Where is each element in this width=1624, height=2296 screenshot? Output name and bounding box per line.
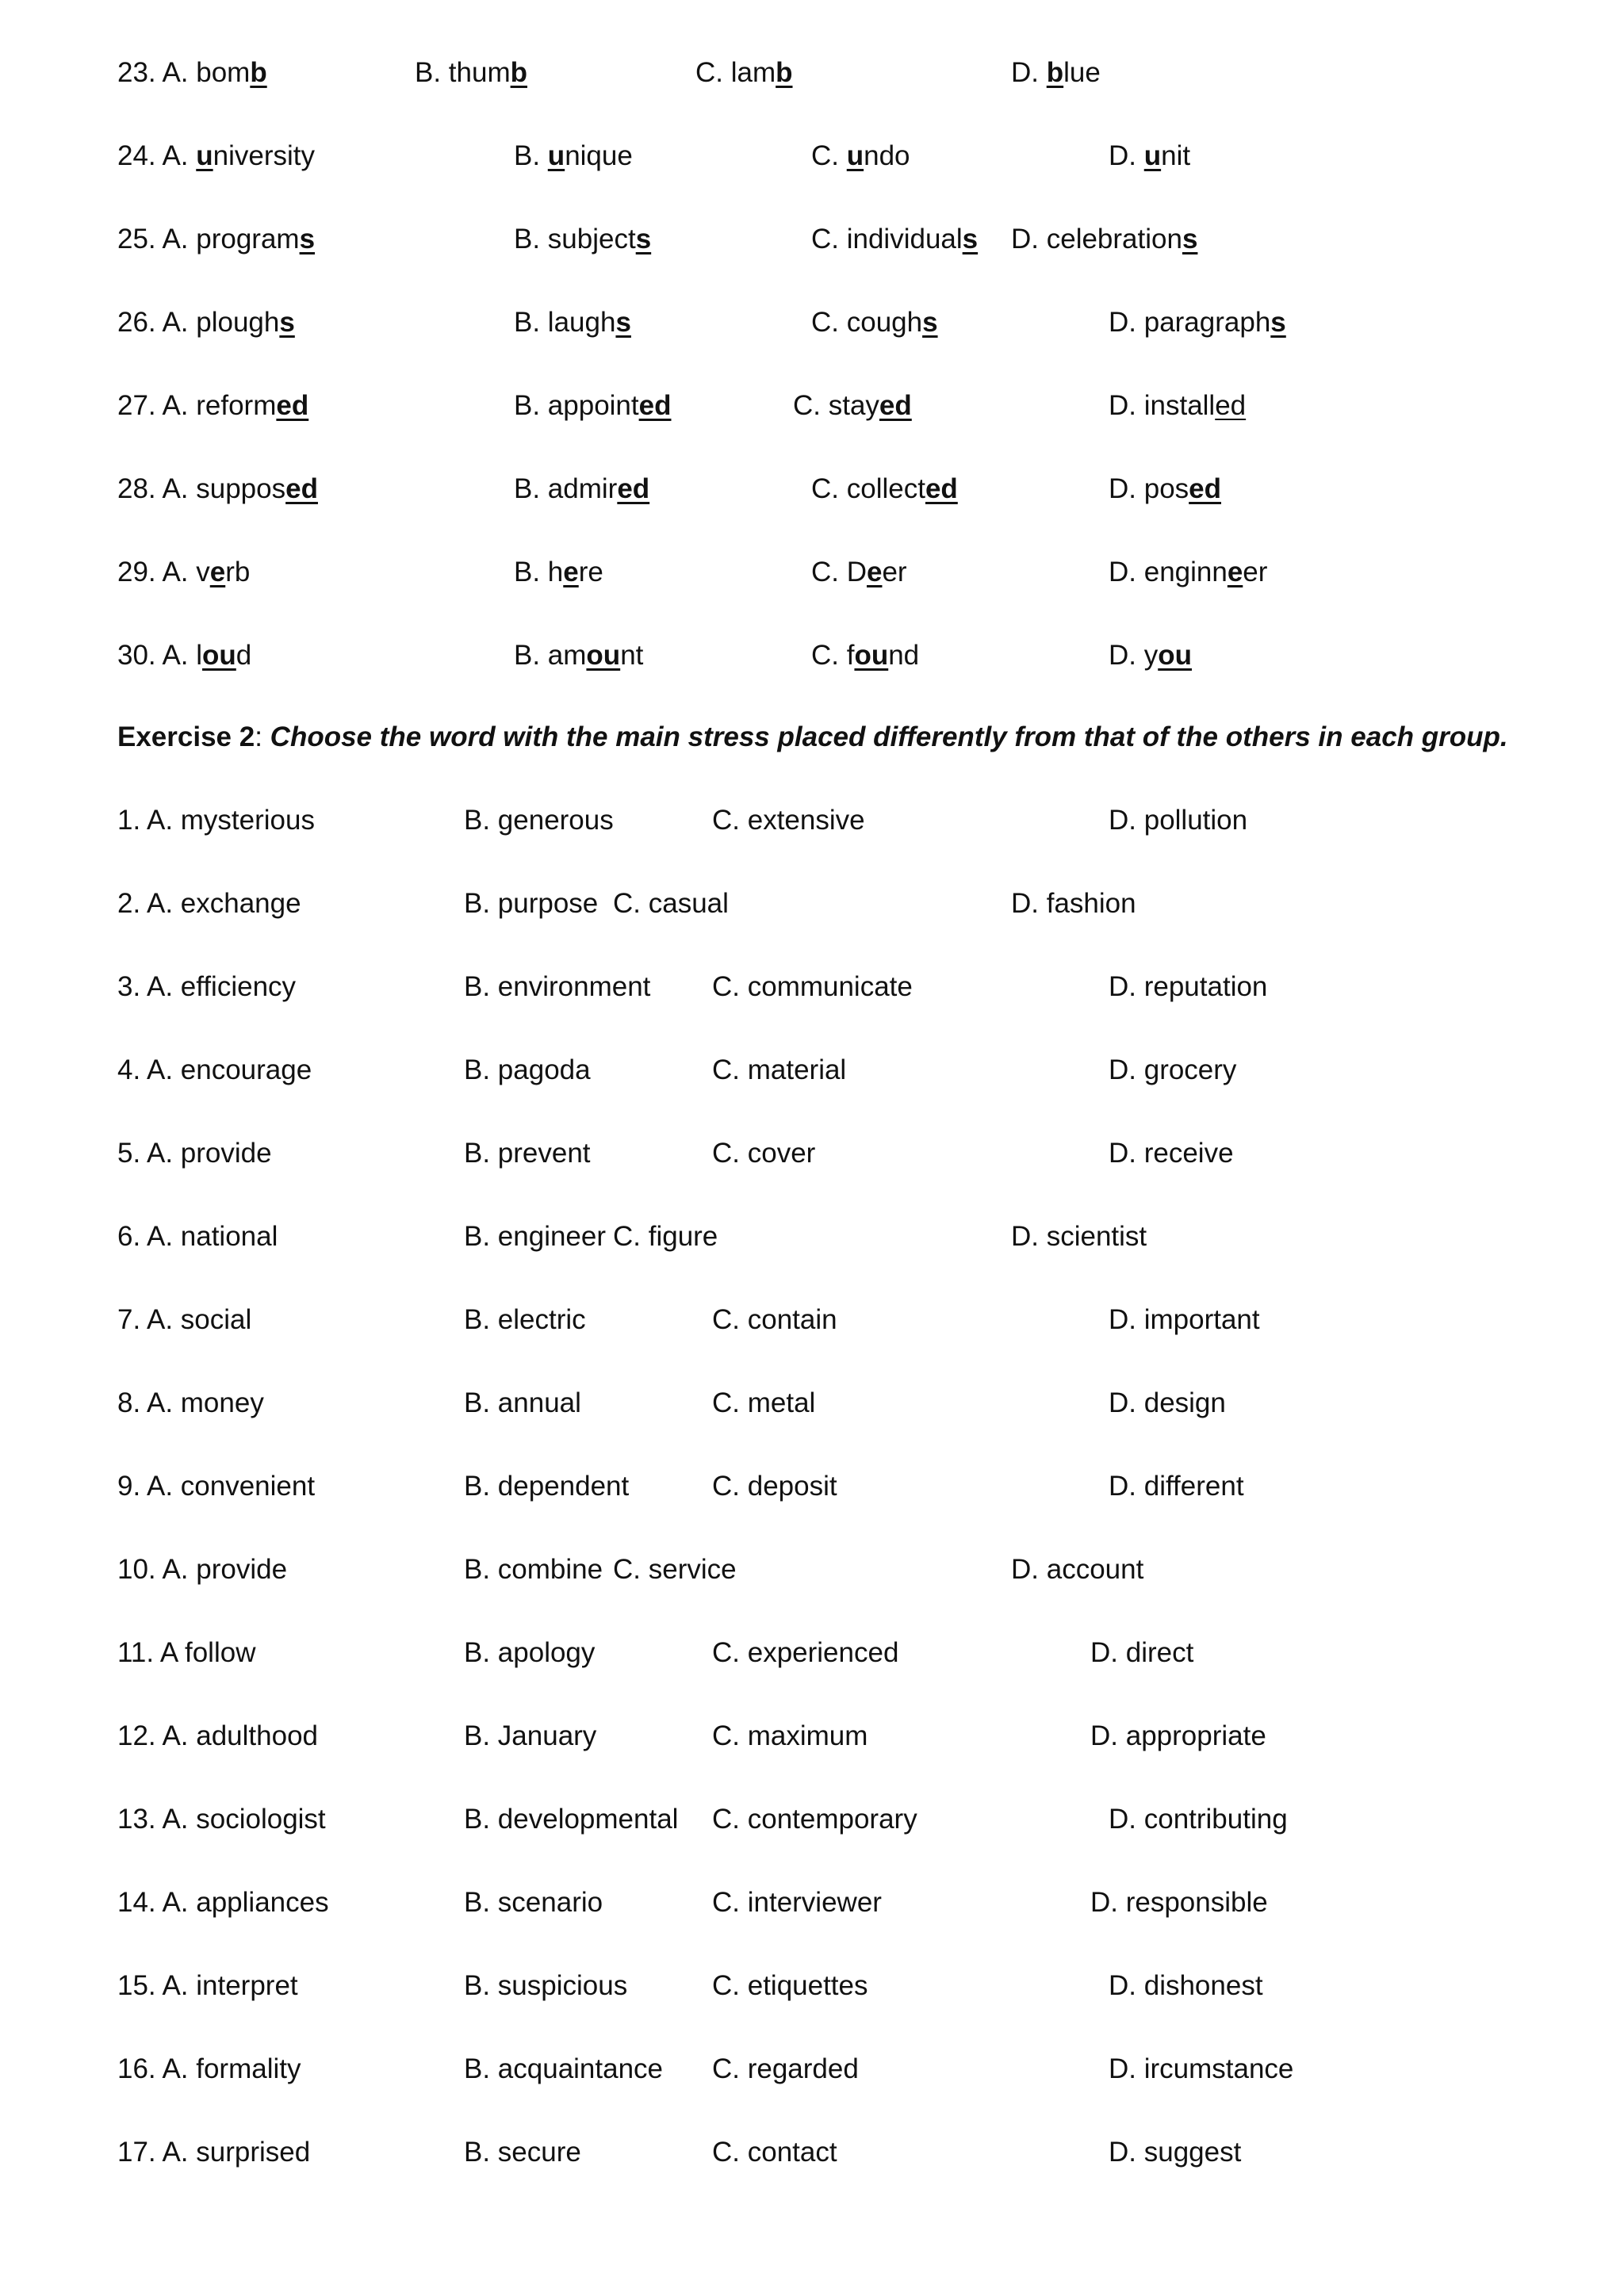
option-a: [117, 132, 315, 180]
question-row: [0, 2045, 1624, 2093]
option-b: B. annual: [464, 1387, 581, 1418]
highlighted-letters: ed: [276, 390, 309, 421]
option-b: B. suspicious: [464, 1970, 628, 2001]
option-b: B. developmental: [464, 1804, 679, 1835]
exercise-2-instruction: Choose the word with the main stress placed differently from that of the others in each group.: [270, 721, 1508, 752]
question-row: [0, 1546, 1624, 1594]
option-text: niversity: [213, 140, 316, 171]
option-text: C. stay: [793, 390, 879, 421]
option-d: D. appropriate: [1090, 1720, 1266, 1751]
option-a: [117, 632, 251, 679]
option-d: [1109, 549, 1267, 596]
option-a: 2. A. exchange: [117, 888, 301, 919]
question-row: [0, 880, 1624, 928]
highlighted-letters: s: [1182, 224, 1198, 254]
option-text: C. D: [811, 557, 867, 587]
option-c: C. maximum: [712, 1720, 868, 1751]
option-a: 14. A. appliances: [117, 1887, 329, 1918]
option-d: [1109, 382, 1246, 430]
option-c: [811, 632, 919, 679]
question-row: [0, 49, 1624, 97]
option-text: B. subject: [514, 224, 636, 254]
highlighted-letters: ou: [202, 640, 236, 671]
option-a: [117, 216, 315, 263]
option-text: 24. A.: [117, 140, 197, 171]
option-a: 10. A. provide: [117, 1554, 288, 1585]
option-d: [1011, 216, 1197, 263]
option-d: [1109, 465, 1221, 513]
highlighted-letters: e: [209, 557, 226, 587]
option-text: B. admir: [514, 473, 618, 504]
highlighted-letters: ed: [925, 473, 958, 504]
option-d: [1109, 299, 1286, 346]
question-row: [0, 382, 1624, 430]
option-text: B. h: [514, 557, 564, 587]
option-a: 8. A. money: [117, 1387, 264, 1418]
question-row: [0, 299, 1624, 346]
option-a: 13. A. sociologist: [117, 1804, 326, 1835]
option-c: [811, 132, 910, 180]
option-c: C. service: [613, 1554, 737, 1585]
option-text: nd: [888, 640, 920, 671]
option-d: D. design: [1109, 1387, 1226, 1418]
option-text: D.: [1011, 57, 1047, 88]
highlighted-letters: ed: [285, 473, 318, 504]
option-c: C. cover: [712, 1138, 816, 1169]
option-text: nt: [620, 640, 644, 671]
option-c: [793, 382, 912, 430]
question-row: [0, 132, 1624, 180]
option-a: 15. A. interpret: [117, 1970, 298, 2001]
option-c: [811, 549, 907, 596]
option-text: B. am: [514, 640, 587, 671]
option-text: B. thum: [415, 57, 511, 88]
question-row: [0, 465, 1624, 513]
option-b: [514, 299, 631, 346]
highlighted-letters: e: [1227, 557, 1243, 587]
option-a: 9. A. convenient: [117, 1471, 316, 1502]
option-text: nique: [565, 140, 633, 171]
option-c: C. metal: [712, 1387, 816, 1418]
option-text: ndo: [864, 140, 910, 171]
highlighted-letters: u: [196, 140, 213, 171]
option-text: C. collect: [811, 473, 925, 504]
option-a: 1. A. mysterious: [117, 805, 315, 836]
option-text: 25. A. program: [117, 224, 300, 254]
option-d: D. direct: [1090, 1637, 1194, 1668]
highlighted-letters: ed: [638, 390, 672, 421]
question-row: [0, 1213, 1624, 1261]
option-a: 11. A follow: [117, 1637, 256, 1668]
highlighted-letters: s: [962, 224, 979, 254]
question-row: [0, 2129, 1624, 2176]
option-text: 27. A. reform: [117, 390, 277, 421]
highlighted-letters: u: [1143, 140, 1162, 171]
question-row: [0, 1962, 1624, 2010]
highlighted-letters: e: [867, 557, 883, 587]
option-d: D. grocery: [1109, 1054, 1237, 1085]
option-c: C. contact: [712, 2137, 837, 2168]
option-d: [1011, 49, 1101, 97]
exercise-2-heading: [117, 714, 1508, 761]
option-a: 3. A. efficiency: [117, 971, 297, 1002]
option-d: D. scientist: [1011, 1221, 1147, 1252]
option-d: D. contributing: [1109, 1804, 1288, 1835]
option-a: 6. A. national: [117, 1221, 278, 1252]
option-text: re: [578, 557, 603, 587]
highlighted-letters: u: [846, 140, 864, 171]
option-text: D. celebration: [1011, 224, 1182, 254]
option-c: [811, 465, 958, 513]
highlighted-letters: ou: [1158, 640, 1192, 671]
option-c: [811, 216, 978, 263]
option-text: 23. A. bom: [117, 57, 251, 88]
option-text: lue: [1063, 57, 1101, 88]
option-c: [695, 49, 793, 97]
option-text: d: [236, 640, 252, 671]
option-c: C. etiquettes: [712, 1970, 868, 2001]
option-b: B. purpose: [464, 888, 599, 919]
option-c: C. casual: [613, 888, 729, 919]
option-b: [514, 465, 649, 513]
option-text: nit: [1161, 140, 1191, 171]
option-b: B. acquaintance: [464, 2053, 664, 2084]
option-text: C. individual: [811, 224, 963, 254]
option-b: [514, 382, 671, 430]
option-b: [514, 632, 643, 679]
highlighted-letters: b: [776, 57, 793, 88]
option-c: C. interviewer: [712, 1887, 882, 1918]
option-c: [811, 299, 938, 346]
option-text: C. cough: [811, 307, 923, 338]
option-d: D. responsible: [1090, 1887, 1268, 1918]
option-text: C. lam: [695, 57, 776, 88]
option-c: C. contemporary: [712, 1804, 917, 1835]
question-row: [0, 1463, 1624, 1510]
option-text: 29. A. v: [117, 557, 210, 587]
option-b: B. combine: [464, 1554, 603, 1585]
option-a: [117, 382, 308, 430]
highlighted-letters: b: [510, 57, 527, 88]
option-b: B. environment: [464, 971, 651, 1002]
option-text: D. enginn: [1109, 557, 1228, 587]
highlighted-letters: s: [922, 307, 938, 338]
option-b: B. dependent: [464, 1471, 630, 1502]
option-d: [1109, 132, 1190, 180]
option-text: C. f: [811, 640, 855, 671]
option-a: [117, 49, 267, 97]
question-row: [0, 1712, 1624, 1760]
question-row: [0, 1047, 1624, 1094]
option-b: B. secure: [464, 2137, 581, 2168]
question-row: [0, 1296, 1624, 1344]
option-text: D. pos: [1109, 473, 1189, 504]
option-b: B. electric: [464, 1304, 586, 1335]
option-a: [117, 465, 318, 513]
option-a: 4. A. encourage: [117, 1054, 312, 1085]
option-d: D. account: [1011, 1554, 1144, 1585]
option-a: 5. A. provide: [117, 1138, 272, 1169]
option-d: D. ircumstance: [1109, 2053, 1294, 2084]
highlighted-letters: ou: [586, 640, 621, 671]
exercise-2-colon: :: [255, 721, 270, 752]
option-text: B.: [514, 140, 548, 171]
option-d: D. receive: [1109, 1138, 1234, 1169]
highlighted-letters: ed: [1189, 473, 1222, 504]
option-b: B. apology: [464, 1637, 596, 1668]
option-a: 12. A. adulthood: [117, 1720, 318, 1751]
option-a: 7. A. social: [117, 1304, 252, 1335]
option-d: D. reputation: [1109, 971, 1268, 1002]
option-c: C. regarded: [712, 2053, 859, 2084]
highlighted-letters: b: [1046, 57, 1064, 88]
option-text: D. install: [1109, 390, 1216, 421]
option-d: D. different: [1109, 1471, 1244, 1502]
option-text: D. paragraph: [1109, 307, 1271, 338]
option-d: D. dishonest: [1109, 1970, 1263, 2001]
exercise-2-label: Exercise 2: [117, 721, 255, 752]
option-b: B. prevent: [464, 1138, 591, 1169]
option-c: C. figure: [613, 1221, 718, 1252]
option-b: [415, 49, 527, 97]
highlighted-letters: s: [635, 224, 652, 254]
highlighted-letters: e: [563, 557, 579, 587]
highlighted-letters: ed: [1215, 390, 1247, 421]
option-text: D.: [1109, 140, 1144, 171]
highlighted-letters: ou: [854, 640, 889, 671]
option-a: 16. A. formality: [117, 2053, 301, 2084]
highlighted-letters: s: [615, 307, 631, 338]
option-a: 17. A. surprised: [117, 2137, 311, 2168]
question-row: [0, 1130, 1624, 1177]
option-b: [514, 216, 651, 263]
highlighted-letters: ed: [879, 390, 912, 421]
option-text: C.: [811, 140, 847, 171]
option-d: D. fashion: [1011, 888, 1136, 919]
option-c: C. material: [712, 1054, 847, 1085]
option-c: C. experienced: [712, 1637, 899, 1668]
question-row: [0, 1629, 1624, 1677]
option-text: D. y: [1109, 640, 1159, 671]
question-row: [0, 963, 1624, 1011]
option-text: rb: [225, 557, 251, 587]
highlighted-letters: b: [250, 57, 267, 88]
highlighted-letters: s: [279, 307, 295, 338]
option-d: D. suggest: [1109, 2137, 1242, 2168]
option-text: er: [882, 557, 907, 587]
option-a: [117, 549, 250, 596]
option-a: [117, 299, 295, 346]
highlighted-letters: u: [547, 140, 565, 171]
option-b: [514, 132, 633, 180]
highlighted-letters: s: [299, 224, 316, 254]
question-row: [0, 216, 1624, 263]
option-c: C. extensive: [712, 805, 865, 836]
option-text: 26. A. plough: [117, 307, 280, 338]
question-row: [0, 1380, 1624, 1427]
option-b: B. pagoda: [464, 1054, 591, 1085]
highlighted-letters: s: [1270, 307, 1286, 338]
question-row: [0, 632, 1624, 679]
option-d: [1109, 632, 1192, 679]
option-c: C. deposit: [712, 1471, 837, 1502]
option-d: D. important: [1109, 1304, 1260, 1335]
option-d: D. pollution: [1109, 805, 1248, 836]
option-b: [514, 549, 603, 596]
option-c: C. communicate: [712, 971, 913, 1002]
question-row: [0, 1879, 1624, 1927]
option-text: B. appoint: [514, 390, 639, 421]
question-row: [0, 1796, 1624, 1843]
option-b: B. scenario: [464, 1887, 603, 1918]
question-row: [0, 797, 1624, 844]
question-row: [0, 549, 1624, 596]
option-text: 30. A. l: [117, 640, 203, 671]
option-b: B. generous: [464, 805, 614, 836]
highlighted-letters: ed: [617, 473, 650, 504]
option-text: 28. A. suppos: [117, 473, 286, 504]
option-text: B. laugh: [514, 307, 616, 338]
option-c: C. contain: [712, 1304, 837, 1335]
option-text: er: [1243, 557, 1268, 587]
option-b: B. January: [464, 1720, 597, 1751]
option-b: B. engineer: [464, 1221, 607, 1252]
